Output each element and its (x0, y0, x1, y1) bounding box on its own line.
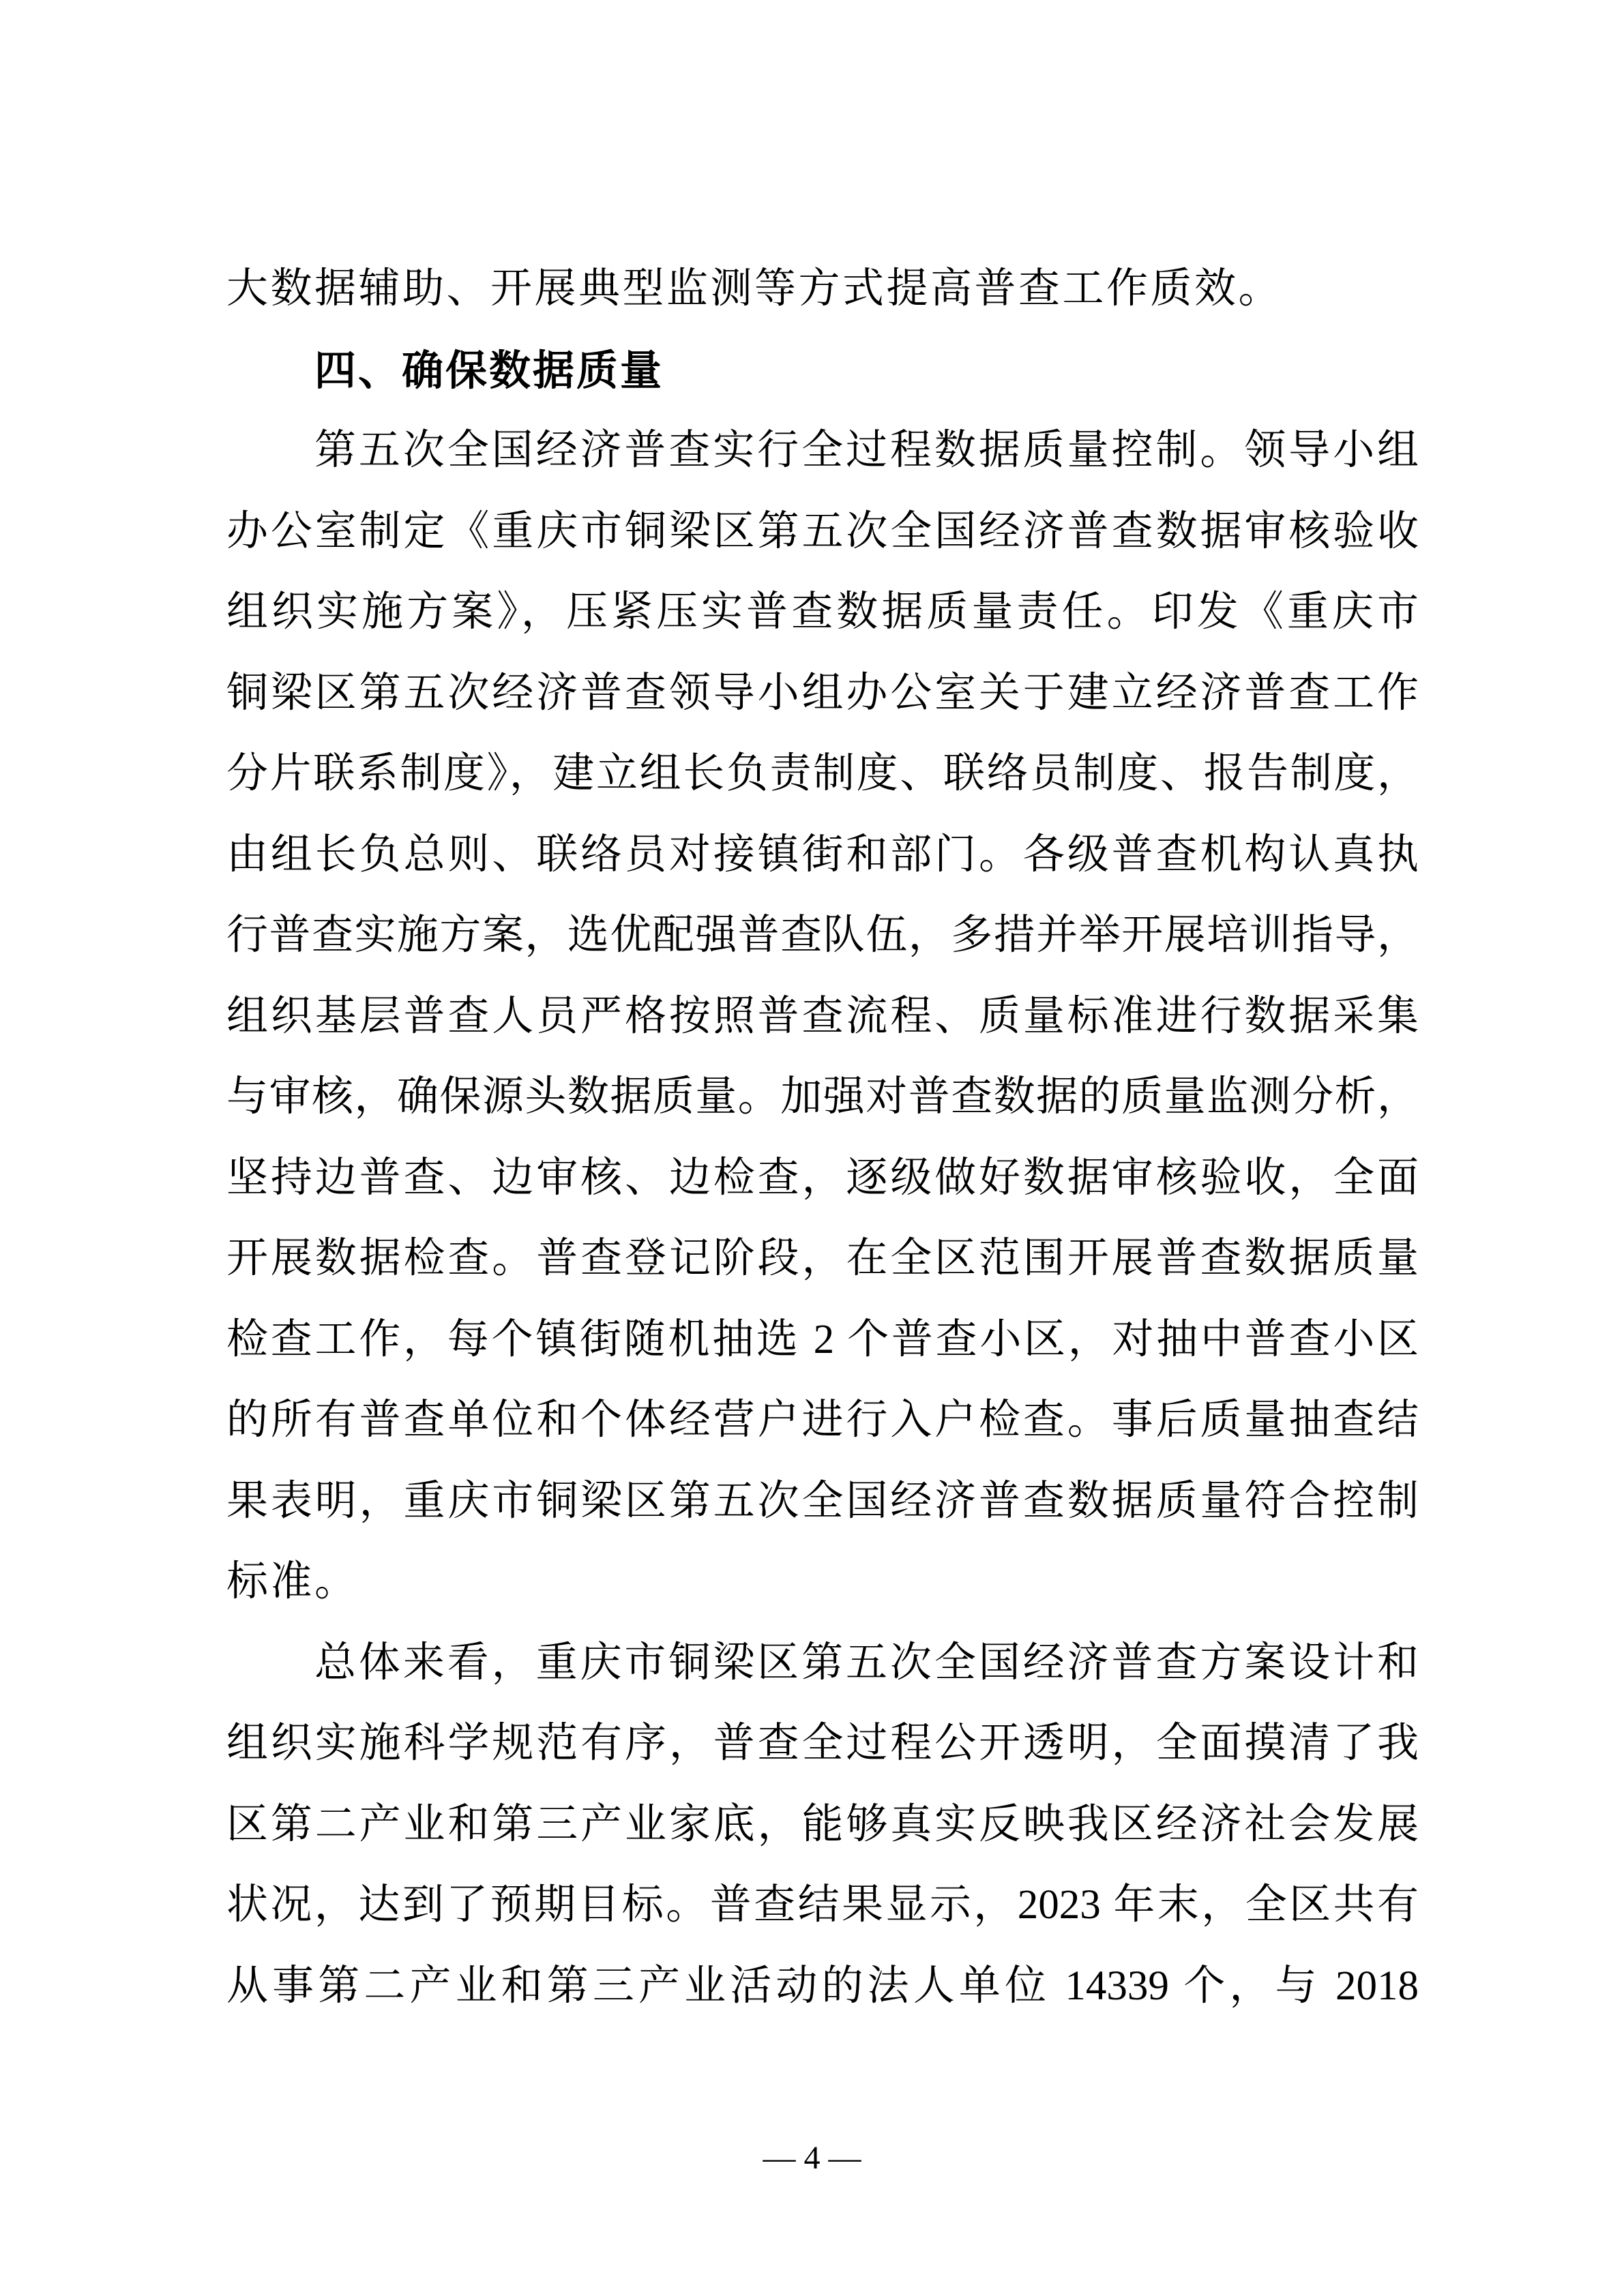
text-line: 状况，达到了预期目标。普查结果显示，2023 年末，全区共有 (226, 1882, 1419, 1928)
document-body (226, 249, 1419, 2027)
text-line: 铜梁区第五次经济普查领导小组办公室关于建立经济普查工作 (226, 670, 1419, 716)
page-number: — 4 — (763, 2140, 861, 2176)
text-line: 分片联系制度》，建立组长负责制度、联络员制度、报告制度， (226, 751, 1419, 796)
text-line: 与审核，确保源头数据质量。加强对普查数据的质量监测分析， (226, 1074, 1419, 1120)
text-line: 开展数据检查。普查登记阶段，在全区范围开展普查数据质量 (226, 1236, 1419, 1281)
text-line: 大数据辅助、开展典型监测等方式提高普查工作质效。 (226, 266, 1283, 312)
page-footer (0, 2133, 1624, 2183)
text-line: 行普查实施方案，选优配强普查队伍，多措并举开展培训指导， (226, 912, 1419, 958)
text-line: 的所有普查单位和个体经营户进行入户检查。事后质量抽查结 (226, 1397, 1419, 1443)
text-line: 组织实施科学规范有序，普查全过程公开透明，全面摸清了我 (226, 1720, 1419, 1766)
section-heading: 四、确保数据质量 (314, 346, 664, 393)
text-line: 检查工作，每个镇街随机抽选 2 个普查小区，对抽中普查小区 (226, 1316, 1419, 1362)
text-line: 组织基层普查人员严格按照普查流程、质量标准进行数据采集 (226, 993, 1419, 1039)
paragraph-start-line: 第五次全国经济普查实行全过程数据质量控制。领导小组 (314, 428, 1419, 473)
text-line: 从事第二产业和第三产业活动的法人单位 14339 个，与 2018 (226, 1963, 1419, 2009)
text-line: 由组长负总则、联络员对接镇街和部门。各级普查机构认真执 (226, 831, 1419, 878)
text-line: 组织实施方案》，压紧压实普查数据质量责任。印发《重庆市 (226, 589, 1419, 635)
paragraph-end-line: 标准。 (226, 1559, 359, 1605)
text-line: 果表明，重庆市铜梁区第五次全国经济普查数据质量符合控制 (226, 1478, 1419, 1524)
paragraph-start-line: 总体来看，重庆市铜梁区第五次全国经济普查方案设计和 (314, 1639, 1419, 1686)
text-line: 办公室制定《重庆市铜梁区第五次全国经济普查数据审核验收 (226, 508, 1419, 554)
text-line: 坚持边普查、边审核、边检查，逐级做好数据审核验收，全面 (226, 1154, 1419, 1201)
text-line: 区第二产业和第三产业家底，能够真实反映我区经济社会发展 (226, 1801, 1419, 1847)
